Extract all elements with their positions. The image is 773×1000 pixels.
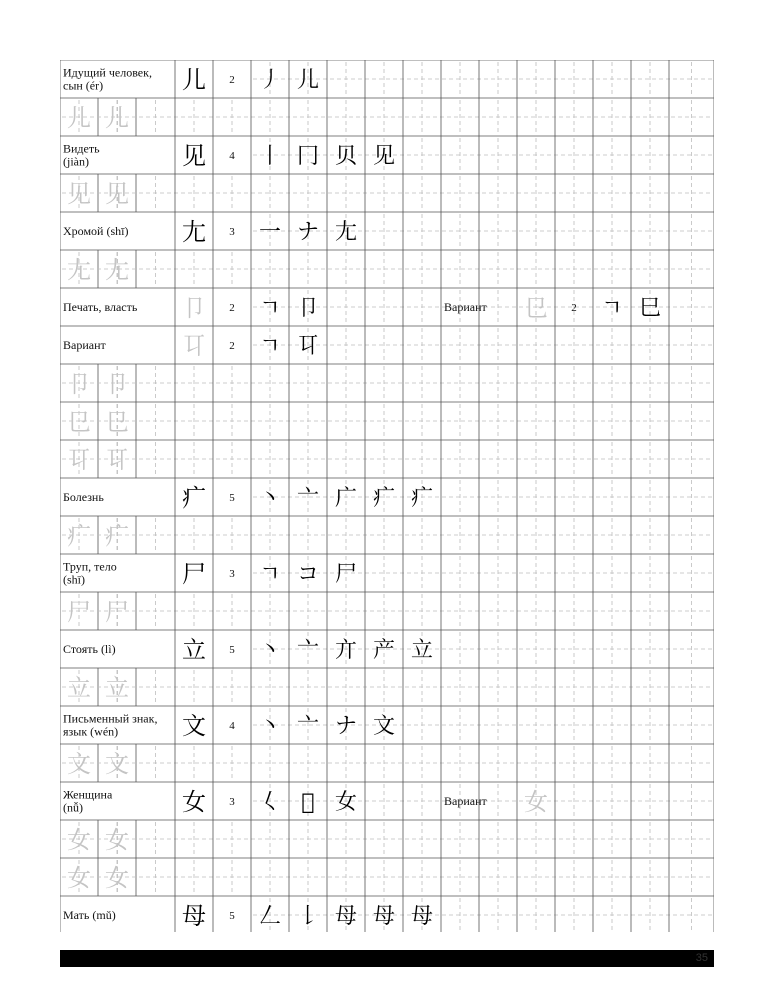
stroke-step: 贝	[334, 144, 358, 169]
character-meaning-label: (nǚ)	[63, 800, 83, 815]
practice-grid	[60, 60, 714, 932]
trace-character: 女	[105, 864, 129, 892]
stroke-count: 2	[229, 340, 235, 352]
stroke-step: 丶	[258, 638, 282, 663]
trace-character: 㔿	[67, 446, 91, 474]
stroke-step: 卩	[296, 296, 320, 321]
trace-character: 尸	[67, 598, 91, 626]
main-character: 母	[182, 902, 206, 930]
trace-character: 尸	[105, 598, 129, 626]
trace-character: 疒	[67, 522, 91, 550]
stroke-count: 2	[229, 74, 235, 86]
variant-label: Вариант	[444, 300, 487, 314]
stroke-step: 亠	[296, 638, 320, 663]
stroke-step: 冂	[296, 144, 320, 169]
trace-character: 立	[105, 674, 129, 702]
stroke-step: 见	[372, 144, 396, 169]
main-character: 文	[182, 712, 206, 740]
stroke-step: ナ	[334, 714, 358, 739]
stroke-step: 尸	[334, 562, 358, 587]
stroke-step: 母	[372, 904, 396, 929]
stroke-count: 3	[229, 226, 235, 238]
variant-stroke-step: ㄱ	[601, 296, 623, 321]
variant-label: Вариант	[444, 794, 487, 808]
character-meaning-label: Мать (mǔ)	[63, 908, 116, 922]
stroke-step: 𠄌	[296, 904, 320, 929]
character-meaning-label: Стоять (lì)	[63, 642, 116, 656]
main-character: 卩	[182, 294, 206, 322]
stroke-step: 𡿨	[258, 790, 282, 815]
trace-character: 见	[105, 180, 129, 208]
stroke-step: ナ	[296, 220, 320, 245]
trace-character: 儿	[67, 104, 91, 132]
stroke-count: 5	[229, 492, 235, 504]
main-character: 尢	[182, 218, 206, 246]
trace-character: 女	[105, 826, 129, 854]
variant-stroke-step: 巳	[638, 296, 662, 321]
page-footer-bar	[60, 950, 714, 967]
trace-character: 儿	[105, 104, 129, 132]
stroke-step: 尢	[334, 220, 358, 245]
stroke-step: 丶	[258, 714, 282, 739]
main-character: 㔿	[182, 332, 206, 360]
trace-character: 女	[67, 826, 91, 854]
trace-character: 见	[67, 180, 91, 208]
stroke-step: コ	[296, 562, 320, 587]
character-meaning-label: Вариант	[63, 338, 106, 352]
stroke-step: 丨	[258, 144, 282, 169]
main-character: 尸	[182, 560, 206, 588]
stroke-count: 5	[229, 910, 235, 922]
stroke-step: 疒	[372, 486, 396, 511]
variant-character: 㔾	[524, 294, 548, 322]
stroke-step: 文	[372, 714, 396, 739]
stroke-step: 母	[334, 904, 358, 929]
main-character: 女	[182, 788, 206, 816]
stroke-step: 𡚤	[301, 790, 315, 815]
character-meaning-label: язык (wén)	[63, 724, 119, 739]
character-meaning-label: Болезнь	[63, 490, 104, 504]
trace-character: 卩	[105, 370, 129, 398]
stroke-step: 亠	[296, 714, 320, 739]
trace-character: 尢	[67, 256, 91, 284]
stroke-step: 亠	[296, 486, 320, 511]
stroke-step: 立	[410, 638, 434, 663]
character-meaning-label: (jiàn)	[63, 154, 89, 169]
trace-character: 疒	[105, 522, 129, 550]
stroke-step: ㄱ	[259, 334, 281, 359]
stroke-step: 㔿	[296, 334, 320, 359]
stroke-step: 广	[334, 486, 358, 511]
character-meaning-label: Письменный знак,	[63, 711, 158, 726]
stroke-count: 4	[229, 720, 235, 732]
character-meaning-label: (shī)	[63, 572, 85, 587]
trace-character: 㔾	[67, 408, 91, 436]
writing-practice-sheet	[60, 60, 714, 932]
stroke-step: 母	[410, 904, 434, 929]
stroke-count: 2	[229, 302, 235, 314]
stroke-step: 𠃋	[258, 904, 282, 929]
trace-character: 女	[67, 864, 91, 892]
main-character: 儿	[182, 66, 206, 94]
stroke-count: 3	[229, 568, 235, 580]
trace-character: 立	[67, 674, 91, 702]
trace-character: 卩	[67, 370, 91, 398]
trace-character: 文	[105, 750, 129, 778]
trace-character: 㔾	[105, 408, 129, 436]
stroke-step: ㄱ	[259, 296, 281, 321]
variant-stroke-count: 2	[571, 302, 577, 314]
main-character: 见	[182, 142, 206, 170]
character-meaning-label: Хромой (shī)	[63, 224, 129, 238]
stroke-count: 4	[229, 150, 235, 162]
trace-character: 尢	[105, 256, 129, 284]
stroke-step: 丶	[258, 486, 282, 511]
stroke-step: 一	[258, 220, 282, 245]
stroke-step: ㄱ	[259, 562, 281, 587]
stroke-step: 疒	[410, 486, 434, 511]
trace-character: 㔿	[105, 446, 129, 474]
character-meaning-label: Идущий человек,	[63, 65, 152, 80]
main-character: 疒	[182, 484, 206, 512]
page-number: 35	[695, 952, 708, 964]
stroke-step: 丿	[258, 68, 282, 93]
trace-character: 文	[67, 750, 91, 778]
stroke-count: 3	[229, 796, 235, 808]
stroke-step: 儿	[296, 68, 320, 93]
character-meaning-label: Видеть	[63, 141, 100, 156]
stroke-step: 女	[334, 790, 358, 815]
variant-character: 女	[524, 788, 548, 816]
character-meaning-label: Печать, власть	[63, 300, 138, 314]
stroke-count: 5	[229, 644, 235, 656]
main-character: 立	[182, 636, 206, 664]
character-meaning-label: Труп, тело	[63, 559, 117, 574]
character-meaning-label: Женщина	[63, 787, 113, 802]
stroke-step: 亣	[334, 638, 358, 663]
stroke-step: 产	[372, 638, 396, 663]
character-meaning-label: сын (ér)	[63, 78, 104, 93]
